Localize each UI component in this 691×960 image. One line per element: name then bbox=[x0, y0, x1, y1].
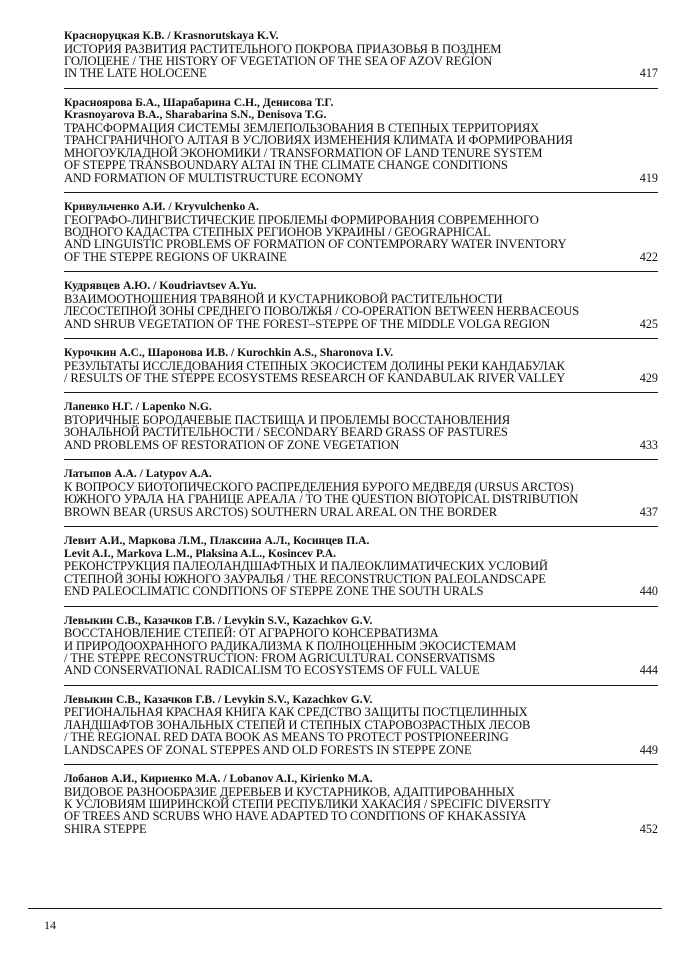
entry-page-number: 433 bbox=[639, 437, 658, 452]
entry-authors: Кудрявцев А.Ю. / Koudriavtsev A.Yu. bbox=[64, 279, 257, 293]
entry-title-wrap bbox=[64, 414, 658, 451]
contents-entry bbox=[64, 338, 658, 392]
entry-title: ГЕОГРАФО-ЛИНГВИСТИЧЕСКИЕ ПРОБЛЕМЫ ФОРМИРОВАНИЯ СОВРЕМЕННОГО ВОДНОГО КАДАСТРА СТЕПНЫХ РЕГИОНОВ УКРАИНЫ / GEOGRAPHICAL AND LINGUISTIC PROBLEMS OF FORMATION OF CONTEMPORARY WATER INVENTORY OF THE STEPPE REGIONS OF UKRAINE bbox=[64, 212, 567, 264]
entry-title-wrap bbox=[64, 122, 658, 184]
entry-body bbox=[64, 339, 658, 392]
entry-authors: Лобанов А.И., Кириенко М.А. / Lobanov A.I., Kirienko M.A. bbox=[64, 771, 373, 785]
entry-authors: Левыкин С.В., Казачков Г.В. / Levykin S.V., Kazachkov G.V. bbox=[64, 613, 373, 627]
contents-entry bbox=[64, 392, 658, 459]
entry-title-wrap bbox=[64, 360, 658, 385]
entry-page-number: 422 bbox=[639, 249, 658, 264]
entry-authors: Курочкин А.С., Шаронова И.В. / Kurochkin A.S., Sharonova I.V. bbox=[64, 346, 394, 360]
entry-authors: Левыкин С.В., Казачков Г.В. / Levykin S.V., Kazachkov G.V. bbox=[64, 692, 373, 706]
entry-title: РЕЗУЛЬТАТЫ ИССЛЕДОВАНИЯ СТЕПНЫХ ЭКОСИСТЕМ ДОЛИНЫ РЕКИ КАНДАБУЛАК / RESULTS OF THE STEPPE ECOSYSTEMS RESEARCH OF KANDABULAK RIVER VALLEY bbox=[64, 358, 566, 386]
entry-title-wrap bbox=[64, 627, 658, 677]
entry-title-wrap bbox=[64, 481, 658, 518]
entry-title: ИСТОРИЯ РАЗВИТИЯ РАСТИТЕЛЬНОГО ПОКРОВА ПРИАЗОВЬЯ В ПОЗДНЕМ ГОЛОЦЕНЕ / THE HISTORY OF VEGETATION OF THE SEA OF AZOV REGION IN THE LATE HOLOCENE bbox=[64, 41, 502, 81]
entry-title: ВОССТАНОВЛЕНИЕ СТЕПЕЙ: ОТ АГРАРНОГО КОНСЕРВАТИЗМА И ПРИРОДООХРАННОГО РАДИКАЛИЗМА К ПОЛНОЦЕННЫМ ЭКОСИСТЕМАМ / THE STEPPE RECONSTRUCTION: FROM AGRICULTURAL CONSERVATISMS AND CONSERVATIONAL RADICALISM TO ECOSYSTEMS OF FULL VALUE bbox=[64, 626, 517, 678]
entry-page-number: 440 bbox=[639, 584, 658, 599]
page-number: 14 bbox=[44, 918, 56, 932]
entry-authors: Красноруцкая К.В. / Krasnorutskaya K.V. bbox=[64, 29, 279, 42]
entry-page-number: 452 bbox=[639, 821, 658, 836]
entry-authors: Красноярова Б.А., Шарабарина С.Н., Денисова Т.Г. Krasnoyarova B.A., Sharabarina S.N., Denisova T.G. bbox=[64, 95, 334, 122]
entry-page-number: 417 bbox=[639, 66, 658, 81]
contents-entry bbox=[64, 526, 658, 605]
entry-title: ВЗАИМООТНОШЕНИЯ ТРАВЯНОЙ И КУСТАРНИКОВОЙ РАСТИТЕЛЬНОСТИ ЛЕСОСТЕПНОЙ ЗОНЫ СРЕДНЕГО ПОВОЛЖЬЯ / CO-OPERATION BETWEEN HERBACEOUS AND SHRUB VEGETATION OF THE FOREST–STEPPE OF THE MIDDLE VOLGA REGION bbox=[64, 291, 580, 331]
entry-page-number: 444 bbox=[639, 663, 658, 678]
contents-entry bbox=[64, 192, 658, 271]
entry-body bbox=[64, 272, 658, 338]
entry-page-number: 449 bbox=[639, 742, 658, 757]
entry-title-wrap bbox=[64, 786, 658, 836]
entry-title: К ВОПРОСУ БИОТОПИЧЕСКОГО РАСПРЕДЕЛЕНИЯ БУРОГО МЕДВЕДЯ (URSUS ARCTOS) ЮЖНОГО УРАЛА НА ГРАНИЦЕ АРЕАЛА / TO THE QUESTION BIOTOPICAL DISTRIBUTION BROWN BEAR (URSUS ARCTOS) SOUTHERN URAL AREAL ON THE BORDER bbox=[64, 479, 579, 519]
entry-title-wrap bbox=[64, 43, 658, 80]
entry-page-number: 429 bbox=[639, 371, 658, 386]
entry-title-wrap bbox=[64, 293, 658, 330]
entry-title-wrap bbox=[64, 560, 658, 597]
entry-body bbox=[64, 607, 658, 685]
entry-body bbox=[64, 765, 658, 843]
entry-body bbox=[64, 460, 658, 526]
contents-entry bbox=[64, 764, 658, 843]
entry-title-wrap bbox=[64, 706, 658, 756]
entry-title: ВТОРИЧНЫЕ БОРОДАЧЕВЫЕ ПАСТБИЩА И ПРОБЛЕМЫ ВОССТАНОВЛЕНИЯ ЗОНАЛЬНОЙ РАСТИТЕЛЬНОСТИ / SECONDARY BEARD GRASS OF PASTURES AND PROBLEMS OF RESTORATION OF ZONE VEGETATION bbox=[64, 413, 510, 452]
entry-authors: Латыпов А.А. / Latypov A.A. bbox=[64, 467, 212, 481]
contents-entry bbox=[64, 606, 658, 685]
entry-body bbox=[64, 193, 658, 271]
entry-body bbox=[64, 527, 658, 605]
entry-page-number: 437 bbox=[639, 504, 658, 519]
contents-list bbox=[64, 22, 658, 843]
entry-title: РЕГИОНАЛЬНАЯ КРАСНАЯ КНИГА КАК СРЕДСТВО ЗАЩИТЫ ПОСТЦЕЛИННЫХ ЛАНДШАФТОВ ЗОНАЛЬНЫХ СТЕПЕЙ И СТЕПНЫХ СТАРОВОЗРАСТНЫХ ЛЕСОВ / THE REGIONAL RED DATA BOOK AS MEANS TO PROTECT POSTPIONEERING LANDSCAPES OF ZONAL STEPPES AND OLD FORESTS IN STEPPE ZONE bbox=[64, 705, 531, 757]
entry-authors: Кривульченко А.И. / Kryvulchenko A. bbox=[64, 200, 259, 214]
entry-body bbox=[64, 686, 658, 764]
contents-entry bbox=[64, 685, 658, 764]
entry-authors: Лапенко Н.Г. / Lapenko N.G. bbox=[64, 400, 212, 414]
entry-title-wrap bbox=[64, 214, 658, 264]
contents-entry bbox=[64, 459, 658, 526]
contents-entry bbox=[64, 22, 658, 88]
contents-entry bbox=[64, 271, 658, 338]
entry-page-number: 425 bbox=[639, 316, 658, 331]
entry-title: ВИДОВОЕ РАЗНООБРАЗИЕ ДЕРЕВЬЕВ И КУСТАРНИКОВ, АДАПТИРОВАННЫХ К УСЛОВИЯМ ШИРИНСКОЙ СТЕПИ РЕСПУБЛИКИ ХАКАСИЯ / SPECIFIC DIVERSITY OF TREES AND SCRUBS WHO HAVE ADAPTED TO CONDITIONS OF KHAKASSIYA SHIRA STEPPE bbox=[64, 784, 552, 836]
entry-title: РЕКОНСТРУКЦИЯ ПАЛЕОЛАНДШАФТНЫХ И ПАЛЕОКЛИМАТИЧЕСКИХ УСЛОВИЙ СТЕПНОЙ ЗОНЫ ЮЖНОГО ЗАУРАЛЬЯ / THE RECONSTRUCTION PALEOLANDSCAPE END PALEOCLIMATIC CONDITIONS OF STEPPE ZONE THE SOUTH URALS bbox=[64, 559, 548, 599]
entry-page-number: 419 bbox=[639, 170, 658, 185]
entry-body bbox=[64, 393, 658, 459]
entry-body bbox=[64, 22, 658, 88]
entry-title: ТРАНСФОРМАЦИЯ СИСТЕМЫ ЗЕМЛЕПОЛЬЗОВАНИЯ В СТЕПНЫХ ТЕРРИТОРИЯХ ТРАНСГРАНИЧНОГО АЛТАЯ В УСЛОВИЯХ ИЗМЕНЕНИЯ КЛИМАТА И ФОРМИРОВАНИЯ МНОГОУКЛАДНОЙ ЭКОНОМИКИ / TRANSFORMATION OF LAND TENURE SYSTEM OF STEPPE TRANSBOUNDARY ALTAI IN THE CLIMATE CHANGE CONDITIONS AND FORMATION OF MULTISTRUCTURE ECONOMY bbox=[64, 121, 573, 185]
entry-authors: Левит А.И., Маркова Л.М., Плаксина А.Л., Косинцев П.А. Levit A.I., Markova L.M., Plaksina A.L., Kosincev P.A. bbox=[64, 534, 370, 560]
contents-entry bbox=[64, 88, 658, 192]
entry-body bbox=[64, 89, 658, 192]
footer-rule bbox=[28, 908, 662, 909]
